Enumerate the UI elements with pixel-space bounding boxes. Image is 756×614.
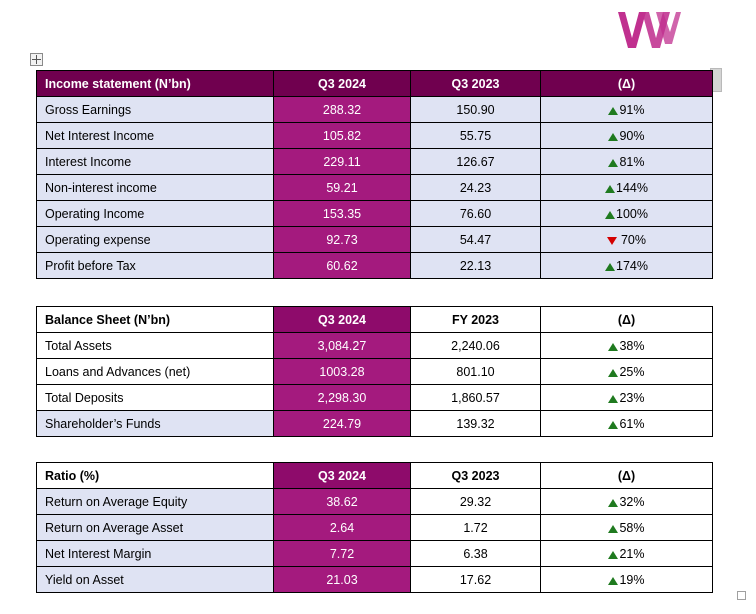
table-row xyxy=(37,227,713,253)
row-delta-value: 100% xyxy=(616,206,648,221)
row-value-q3-2023: 17.62 xyxy=(411,567,541,593)
row-delta xyxy=(541,227,713,253)
row-value-q3-2024: 3,084.27 xyxy=(274,333,411,359)
row-value-q3-2023: 24.23 xyxy=(411,175,541,201)
row-value-q3-2024: 60.62 xyxy=(274,253,411,279)
row-delta xyxy=(541,567,713,593)
row-delta xyxy=(541,333,713,359)
table-row xyxy=(37,515,713,541)
arrow-up-icon xyxy=(608,159,618,167)
row-delta-value: 38% xyxy=(619,338,645,353)
income-statement-table xyxy=(36,70,713,279)
row-delta xyxy=(541,385,713,411)
arrow-up-icon xyxy=(608,395,618,403)
row-label: Gross Earnings xyxy=(37,97,274,123)
row-value-fy-2023: 2,240.06 xyxy=(411,333,541,359)
table-row xyxy=(37,359,713,385)
row-value-q3-2024: 105.82 xyxy=(274,123,411,149)
row-delta-value: 21% xyxy=(619,546,645,561)
arrow-down-icon xyxy=(607,237,617,245)
balance-header-col1: Q3 2024 xyxy=(274,307,411,333)
balance-header-label xyxy=(37,307,274,333)
row-delta xyxy=(541,97,713,123)
table-row xyxy=(37,541,713,567)
table-row xyxy=(37,149,713,175)
arrow-up-icon xyxy=(608,577,618,585)
ratio-header-label: Ratio (%) xyxy=(37,463,274,489)
row-value-q3-2024: 7.72 xyxy=(274,541,411,567)
table-row xyxy=(37,567,713,593)
row-delta-value: 23% xyxy=(619,390,645,405)
row-label: Net Interest Income xyxy=(37,123,274,149)
object-move-handle[interactable] xyxy=(30,53,43,66)
row-delta xyxy=(541,489,713,515)
row-delta-value: 32% xyxy=(619,494,645,509)
row-value-q3-2023: 150.90 xyxy=(411,97,541,123)
row-value-q3-2023: 6.38 xyxy=(411,541,541,567)
table-header-row xyxy=(37,463,713,489)
income-header-col1: Q3 2024 xyxy=(274,71,411,97)
arrow-up-icon xyxy=(605,263,615,271)
table-row xyxy=(37,123,713,149)
row-value-q3-2023: 76.60 xyxy=(411,201,541,227)
income-header-delta: (Δ) xyxy=(541,71,713,97)
row-value-q3-2024: 224.79 xyxy=(274,411,411,437)
arrow-up-icon xyxy=(608,499,618,507)
arrow-up-icon xyxy=(605,185,615,193)
wema-logo-icon xyxy=(612,8,682,56)
arrow-up-icon xyxy=(608,107,618,115)
row-value-q3-2024: 21.03 xyxy=(274,567,411,593)
row-delta xyxy=(541,149,713,175)
ratio-header-delta: (Δ) xyxy=(541,463,713,489)
arrow-up-icon xyxy=(608,369,618,377)
arrow-up-icon xyxy=(608,421,618,429)
row-value-q3-2023: 55.75 xyxy=(411,123,541,149)
row-value-q3-2023: 126.67 xyxy=(411,149,541,175)
row-value-q3-2024: 1003.28 xyxy=(274,359,411,385)
ratio-header-col1: Q3 2024 xyxy=(274,463,411,489)
row-value-q3-2023: 54.47 xyxy=(411,227,541,253)
row-label: Profit before Tax xyxy=(37,253,274,279)
row-label: Return on Average Asset xyxy=(37,515,274,541)
table-row xyxy=(37,97,713,123)
row-label: Total Assets xyxy=(37,333,274,359)
row-value-fy-2023: 801.10 xyxy=(411,359,541,385)
row-delta-value: 25% xyxy=(619,364,645,379)
table-header-row xyxy=(37,307,713,333)
row-value-q3-2024: 38.62 xyxy=(274,489,411,515)
row-value-fy-2023: 1,860.57 xyxy=(411,385,541,411)
row-label: Return on Average Equity xyxy=(37,489,274,515)
row-delta-value: 91% xyxy=(619,102,645,117)
table-row xyxy=(37,201,713,227)
table-row xyxy=(37,253,713,279)
arrow-up-icon xyxy=(608,551,618,559)
row-label: Operating expense xyxy=(37,227,274,253)
row-label: Shareholder’s Funds xyxy=(37,411,274,437)
income-header-label: Income statement (N’bn) xyxy=(37,71,274,97)
row-value-q3-2024: 2.64 xyxy=(274,515,411,541)
row-label: Operating Income xyxy=(37,201,274,227)
balance-header-col2: FY 2023 xyxy=(411,307,541,333)
row-delta xyxy=(541,515,713,541)
row-value-q3-2024: 2,298.30 xyxy=(274,385,411,411)
balance-header-delta: (Δ) xyxy=(541,307,713,333)
row-delta-value: 90% xyxy=(619,128,645,143)
row-delta-value: 19% xyxy=(619,572,645,587)
row-label: Non-interest income xyxy=(37,175,274,201)
table-header-row xyxy=(37,71,713,97)
row-value-q3-2024: 229.11 xyxy=(274,149,411,175)
row-delta xyxy=(541,253,713,279)
ratio-header-col2: Q3 2023 xyxy=(411,463,541,489)
row-label: Total Deposits xyxy=(37,385,274,411)
arrow-up-icon xyxy=(608,525,618,533)
row-label: Interest Income xyxy=(37,149,274,175)
row-value-q3-2023: 1.72 xyxy=(411,515,541,541)
ratio-table xyxy=(36,462,713,593)
row-label: Loans and Advances (net) xyxy=(37,359,274,385)
row-value-q3-2024: 153.35 xyxy=(274,201,411,227)
row-value-q3-2023: 29.32 xyxy=(411,489,541,515)
row-delta-value: 58% xyxy=(619,520,645,535)
row-value-q3-2023: 22.13 xyxy=(411,253,541,279)
balance-header-label-text: Balance Sheet (N’bn) xyxy=(45,312,171,327)
row-delta xyxy=(541,175,713,201)
row-delta xyxy=(541,201,713,227)
row-delta xyxy=(541,541,713,567)
table-row xyxy=(37,385,713,411)
row-delta-value: 70% xyxy=(620,232,647,247)
row-value-q3-2024: 288.32 xyxy=(274,97,411,123)
table-row xyxy=(37,333,713,359)
balance-sheet-table xyxy=(36,306,713,437)
canvas-corner-marker xyxy=(737,591,746,600)
row-delta-value: 144% xyxy=(616,180,648,195)
row-label: Net Interest Margin xyxy=(37,541,274,567)
row-delta xyxy=(541,123,713,149)
arrow-up-icon xyxy=(605,211,615,219)
arrow-up-icon xyxy=(608,343,618,351)
row-value-fy-2023: 139.32 xyxy=(411,411,541,437)
row-value-q3-2024: 92.73 xyxy=(274,227,411,253)
row-delta xyxy=(541,411,713,437)
table-row xyxy=(37,411,713,437)
table-row xyxy=(37,489,713,515)
row-delta-value: 61% xyxy=(619,416,645,431)
arrow-up-icon xyxy=(608,133,618,141)
row-delta xyxy=(541,359,713,385)
row-delta-value: 174% xyxy=(616,258,648,273)
row-delta-value: 81% xyxy=(619,154,645,169)
row-label: Yield on Asset xyxy=(37,567,274,593)
income-header-col2: Q3 2023 xyxy=(411,71,541,97)
table-row xyxy=(37,175,713,201)
row-value-q3-2024: 59.21 xyxy=(274,175,411,201)
